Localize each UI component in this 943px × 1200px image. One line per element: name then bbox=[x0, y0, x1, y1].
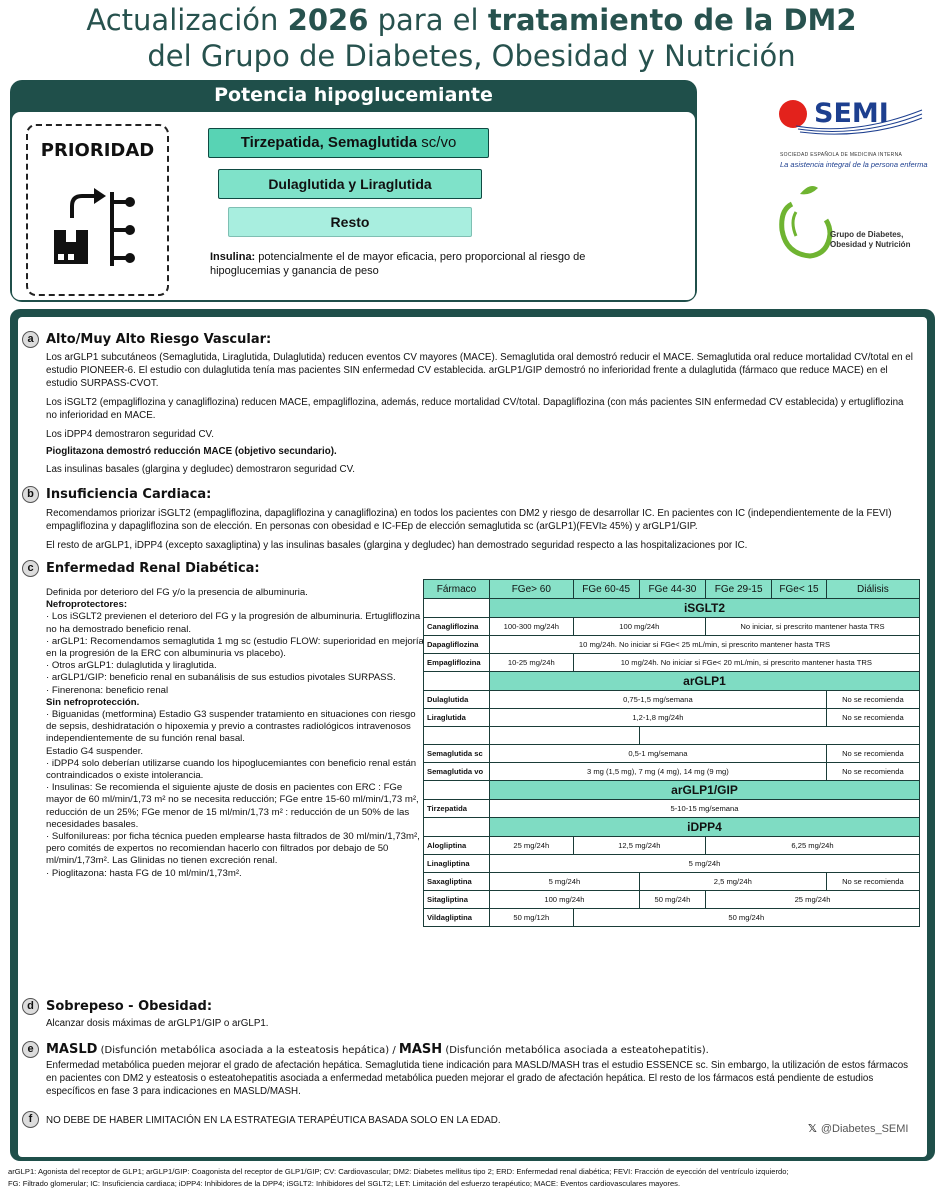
table-row bbox=[424, 691, 920, 709]
main-content bbox=[18, 317, 927, 1157]
renal-text-line: · Otros arGLP1: dulaglutida y liraglutida. bbox=[46, 660, 217, 672]
dose-cell: 5 mg/24h bbox=[490, 855, 920, 873]
table-header: FGe 29-15 bbox=[706, 580, 772, 599]
dose-cell: 50 mg/24h bbox=[573, 909, 919, 927]
group-arglp1: arGLP1 bbox=[490, 672, 920, 691]
table-row bbox=[424, 763, 920, 781]
drug-name: Sitagliptina bbox=[424, 891, 490, 909]
section-e-title-masld: MASLD bbox=[46, 1042, 98, 1057]
table-row bbox=[424, 745, 920, 763]
table-row bbox=[424, 709, 920, 727]
x-logo-icon: 𝕏 bbox=[808, 1123, 817, 1135]
table-row bbox=[424, 855, 920, 873]
dose-cell: 0,5-1 mg/semana bbox=[490, 745, 827, 763]
section-d-text: Alcanzar dosis máximas de arGLP1/GIP o arGLP1. bbox=[46, 1018, 269, 1029]
dose-cell: 6,25 mg/24h bbox=[706, 837, 920, 855]
renal-text-line: · arGLP1/GIP: beneficio renal en subanálisis de sus estudios pivotales SURPASS. bbox=[46, 672, 396, 684]
dose-cell: No se recomienda bbox=[826, 709, 919, 727]
table-header: FGe 60-45 bbox=[573, 580, 639, 599]
drug-name: Tirzepatida bbox=[424, 800, 490, 818]
dose-cell: 50 mg/24h bbox=[639, 891, 705, 909]
drug-name: Alogliptina bbox=[424, 837, 490, 855]
title-year: 2026 bbox=[287, 3, 369, 37]
table-header-row bbox=[424, 580, 920, 599]
renal-text-line: · Pioglitazona: hasta FG de 10 ml/min/1,73m². bbox=[46, 867, 242, 879]
tier-1-drugs bbox=[208, 128, 489, 158]
section-d-title: Sobrepeso - Obesidad: bbox=[46, 999, 213, 1014]
dose-cell: 5 mg/24h bbox=[490, 873, 640, 891]
renal-text-line: Definida por deterioro del FG y/o la presencia de albuminuria. bbox=[46, 587, 308, 598]
dose-cell: 12,5 mg/24h bbox=[573, 837, 705, 855]
section-e-text: Enfermedad metabólica pueden mejorar el grado de afectación hepática. Semaglutida tiene indicación para MASLD/MASH tras el estudio ESSENCE sc. Sin embargo, la utilización de estos fármacos en pacientes con DM2 y esteatosis o esteatohepatitis asociada a enfermedad metabólica pueden mejorar el grado de afectación hepática. El resto de los fármacos está pendiente de estudios específicos en fase 3 para indicaciones en MASLD/MASH. bbox=[46, 1060, 909, 1097]
dose-cell: 10 mg/24h. No iniciar si FGe< 20 mL/min, si prescrito mantener hasta TRS bbox=[573, 654, 919, 672]
apple-logo-icon bbox=[776, 182, 836, 260]
drug-name: Semaglutida sc bbox=[424, 745, 490, 763]
tier-1-route: sc/vo bbox=[417, 134, 457, 151]
table-header: FGe> 60 bbox=[490, 580, 574, 599]
renal-text-line: Nefroprotectores: bbox=[46, 599, 128, 611]
group-isglt2: iSGLT2 bbox=[490, 599, 920, 618]
footer-line-2: FG: Filtrado glomerular; IC: Insuficiencia cardiaca; iDPP4: Inhibidores de la DPP4; iSGLT2: Inhibidores del SGLT2; LET: Limitación del esfuerzo terapéutico; MACE: Eventos cardiovasculares mayores. bbox=[8, 1179, 681, 1188]
abbreviations-footer bbox=[8, 1166, 938, 1190]
drug-name: Canagliflozina bbox=[424, 618, 490, 636]
potency-title: Potencia hipoglucemiante bbox=[214, 84, 493, 106]
section-d-marker: d bbox=[22, 998, 39, 1015]
section-f-text: NO DEBE DE HABER LIMITACIÓN EN LA ESTRATEGIA TERAPÉUTICA BASADA SOLO EN LA EDAD. bbox=[46, 1115, 501, 1126]
semi-society: SOCIEDAD ESPAÑOLA DE MEDICINA INTERNA bbox=[780, 152, 903, 158]
table-row bbox=[424, 636, 920, 654]
renal-text-line: · arGLP1: Recomendamos semaglutida 1 mg sc (estudio FLOW: superioridad en mejoría en la progresión de la ERC con albuminuria vs placebo). bbox=[46, 635, 424, 660]
group-arglp1gip: arGLP1/GIP bbox=[490, 781, 920, 800]
title-prefix: Actualización bbox=[86, 3, 288, 37]
table-group-row bbox=[424, 781, 920, 800]
group-idpp4: iDPP4 bbox=[490, 818, 920, 837]
renal-text-line: · Finerenona: beneficio renal bbox=[46, 684, 169, 696]
drug-name: Semaglutida vo bbox=[424, 763, 490, 781]
table-group-row bbox=[424, 818, 920, 837]
drug-name: Linagliptina bbox=[424, 855, 490, 873]
section-a-text-5: Las insulinas basales (glargina y degludec) demostraron seguridad CV. bbox=[46, 464, 355, 475]
section-a-text-4: Pioglitazona demostró reducción MACE (objetivo secundario). bbox=[46, 446, 337, 457]
table-row bbox=[424, 873, 920, 891]
drug-name: Vildagliptina bbox=[424, 909, 490, 927]
dose-cell: 50 mg/12h bbox=[490, 909, 574, 927]
section-e-marker: e bbox=[22, 1041, 39, 1058]
section-a-text-1: Los arGLP1 subcutáneos (Semaglutida, Liraglutida, Dulaglutida) reducen eventos CV mayores (MACE). Semaglutida oral demostró reducir el MACE. Semaglutida oral reduce mortalidad CV/total en el estudio PIONEER-6. El estudio con dulaglutida tenía mas pacientes SIN enfermedad CV establecida. arGLP1/GIP demostró no inferioridad frente a dulaglutida (fármaco que reduce MACE) en el estudio SURPASS-CVOT. bbox=[46, 352, 913, 389]
tier-1-bold: Tirzepatida, Semaglutida bbox=[240, 134, 418, 151]
renal-text-line: · Sulfonilureas: por ficha técnica pueden emplearse hasta filtrados de 30 ml/min/1,73m², pero comités de expertos no recomiendan hacerlo con filtrados por debajo de 50 ml/min/1,73m². Las Glinidas no tienen excreción renal. bbox=[46, 831, 420, 867]
renal-text-line: · iDPP4 solo deberían utilizarse cuando los hipoglucemiantes con beneficio renal están contraindicados o existe intolerancia. bbox=[46, 757, 417, 782]
insulin-note bbox=[210, 250, 600, 278]
dose-cell: 25 mg/24h bbox=[490, 837, 574, 855]
title-subtitle: del Grupo de Diabetes, Obesidad y Nutrición bbox=[147, 39, 796, 73]
table-header: Diálisis bbox=[826, 580, 919, 599]
renal-text-line: · Insulinas: Se recomienda el siguiente ajuste de dosis en pacientes con ERC : FGe mayor de 60 ml/min/1,73 m² no se necesita reducción; FGe entre 15-60 ml/min/1,73 m², reducción de un 25%; FGe menor de 15 ml/min/1,73 m² : reducción de un 50% de las necesidades basales. bbox=[46, 782, 419, 830]
priority-flow-icon bbox=[44, 174, 154, 284]
drug-name: Saxagliptina bbox=[424, 873, 490, 891]
table-group-row bbox=[424, 599, 920, 618]
table-row bbox=[424, 618, 920, 636]
dose-cell: No se recomienda bbox=[826, 691, 919, 709]
potency-panel bbox=[10, 80, 697, 302]
dose-cell: No se recomienda bbox=[826, 745, 919, 763]
dose-cell: 5-10-15 mg/semana bbox=[490, 800, 920, 818]
renal-text-line: · Biguanidas (metformina) Estadio G3 suspender tratamiento en situaciones con riesgo de sepsis, deshidratación o hipoxemia y previo a contrastes radiológicos intravenosos independientemente de su función renal basal. bbox=[46, 709, 416, 745]
section-c-title: Enfermedad Renal Diabética: bbox=[46, 561, 260, 576]
section-a-text-2: Los iSGLT2 (empagliflozina y canagliflozina) reducen MACE, empagliflozina, además, reduce mortalidad CV/total. Dapagliflozina (con más pacientes SIN enfermedad CV establecida) y ertugliflozina no inferioridad en MACE. bbox=[46, 397, 904, 421]
dose-cell: 100 mg/24h bbox=[490, 891, 640, 909]
table-row bbox=[424, 800, 920, 818]
section-f-marker: f bbox=[22, 1111, 39, 1128]
table-row bbox=[424, 891, 920, 909]
table-row bbox=[424, 654, 920, 672]
twitter-handle-text: @Diabetes_SEMI bbox=[820, 1123, 909, 1135]
insulin-text: potencialmente el de mayor eficacia, pero proporcional al riesgo de hipoglucemias y ganancia de peso bbox=[210, 251, 586, 277]
dose-cell: 100 mg/24h bbox=[573, 618, 705, 636]
tier-3-drugs: Resto bbox=[228, 207, 472, 237]
dose-cell: 25 mg/24h bbox=[706, 891, 920, 909]
table-header: FGe 44-30 bbox=[639, 580, 705, 599]
table-row bbox=[424, 837, 920, 855]
insulin-label: Insulina: bbox=[210, 251, 256, 263]
drug-name: Dulaglutida bbox=[424, 691, 490, 709]
renal-text-line: · Los iSGLT2 previenen el deterioro del FG y la progresión de albuminuria. Ertugliflozina no ha demostrado beneficio renal. bbox=[46, 611, 421, 635]
section-e-title-mash: MASH bbox=[398, 1042, 443, 1057]
drug-name: Dapagliflozina bbox=[424, 636, 490, 654]
section-e-title bbox=[46, 1042, 709, 1057]
dose-cell: 10 mg/24h. No iniciar si FGe< 25 mL/min, si prescrito mantener hasta TRS bbox=[490, 636, 920, 654]
group-name-line1: Grupo de Diabetes, bbox=[830, 230, 904, 239]
section-b-marker: b bbox=[22, 486, 39, 503]
section-a-marker: a bbox=[22, 331, 39, 348]
semi-name: SEMI bbox=[814, 98, 889, 129]
dose-cell: No se recomienda bbox=[826, 763, 919, 781]
priority-label: PRIORIDAD bbox=[40, 140, 155, 161]
drug-name: Liraglutida bbox=[424, 709, 490, 727]
dose-cell: 3 mg (1,5 mg), 7 mg (4 mg), 14 mg (9 mg) bbox=[490, 763, 827, 781]
renal-text-line: Estadio G4 suspender. bbox=[46, 745, 144, 757]
section-e-title-desc2: (Disfunción metabólica asociada a esteatohepatitis). bbox=[442, 1045, 709, 1056]
group-name-line2: Obesidad y Nutrición bbox=[830, 240, 911, 249]
title-mid: para el bbox=[368, 3, 488, 37]
drug-name: Empagliflozina bbox=[424, 654, 490, 672]
renal-dose-table bbox=[423, 579, 920, 927]
twitter-handle[interactable] bbox=[808, 1122, 908, 1135]
dose-cell: 1,2-1,8 mg/24h bbox=[490, 709, 827, 727]
table-header: Fármaco bbox=[424, 580, 490, 599]
table-row bbox=[424, 909, 920, 927]
semi-tagline: La asistencia integral de la persona enferma bbox=[780, 160, 928, 169]
section-c-marker: c bbox=[22, 560, 39, 577]
potency-content bbox=[12, 112, 695, 300]
table-row-blank bbox=[424, 727, 920, 745]
dose-cell: 100-300 mg/24h bbox=[490, 618, 574, 636]
priority-box bbox=[26, 124, 169, 296]
section-b-title: Insuficiencia Cardiaca: bbox=[46, 487, 212, 502]
renal-text-line: Sin nefroprotección. bbox=[46, 696, 140, 708]
semi-logo bbox=[776, 96, 926, 176]
group-logo bbox=[776, 182, 926, 260]
section-a-title: Alto/Muy Alto Riesgo Vascular: bbox=[46, 332, 272, 347]
table-group-row bbox=[424, 672, 920, 691]
section-b-text-2: El resto de arGLP1, iDPP4 (excepto saxagliptina) y las insulinas basales (glargina y degludec) han demostrado seguridad respecto a las hospitalizaciones por IC. bbox=[46, 540, 748, 551]
dose-cell: No se recomienda bbox=[826, 873, 919, 891]
title-topic: tratamiento de la DM2 bbox=[487, 3, 857, 37]
footer-line-1: arGLP1: Agonista del receptor de GLP1; arGLP1/GIP: Coagonista del receptor de GLP1/GIP; CV: Cardiovascular; DM2: Diabetes mellitus tipo 2; ERD: Enfermedad renal diabética; FEVI: Fracción de eyección del ventrículo izquierdo; bbox=[8, 1167, 789, 1176]
page-title bbox=[0, 2, 943, 74]
tier-2-drugs: Dulaglutida y Liraglutida bbox=[218, 169, 482, 199]
table-header: FGe< 15 bbox=[772, 580, 827, 599]
main-panel bbox=[10, 309, 935, 1161]
section-a-text-3: Los iDPP4 demostraron seguridad CV. bbox=[46, 429, 214, 440]
renal-text bbox=[46, 587, 426, 880]
section-e-title-desc1: (Disfunción metabólica asociada a la esteatosis hepática) / bbox=[97, 1045, 399, 1056]
dose-cell: 0,75-1,5 mg/semana bbox=[490, 691, 827, 709]
section-b-text-1: Recomendamos priorizar iSGLT2 (empagliflozina, dapagliflozina y canagliflozina) en todos los pacientes con DM2 y riesgo de desarrollar IC. En pacientes con IC (independientemente de la FEVI) empagliflozina y dapagliflozina son de elección. En personas con obesidad e IC-FEp de elección semaglutida sc (arGLP1)(FEVI≥ 45%) y arGLP1/GIP. bbox=[46, 508, 892, 532]
dose-cell: No iniciar, si prescrito mantener hasta TRS bbox=[706, 618, 920, 636]
dose-cell: 10-25 mg/24h bbox=[490, 654, 574, 672]
dose-cell: 2,5 mg/24h bbox=[639, 873, 826, 891]
